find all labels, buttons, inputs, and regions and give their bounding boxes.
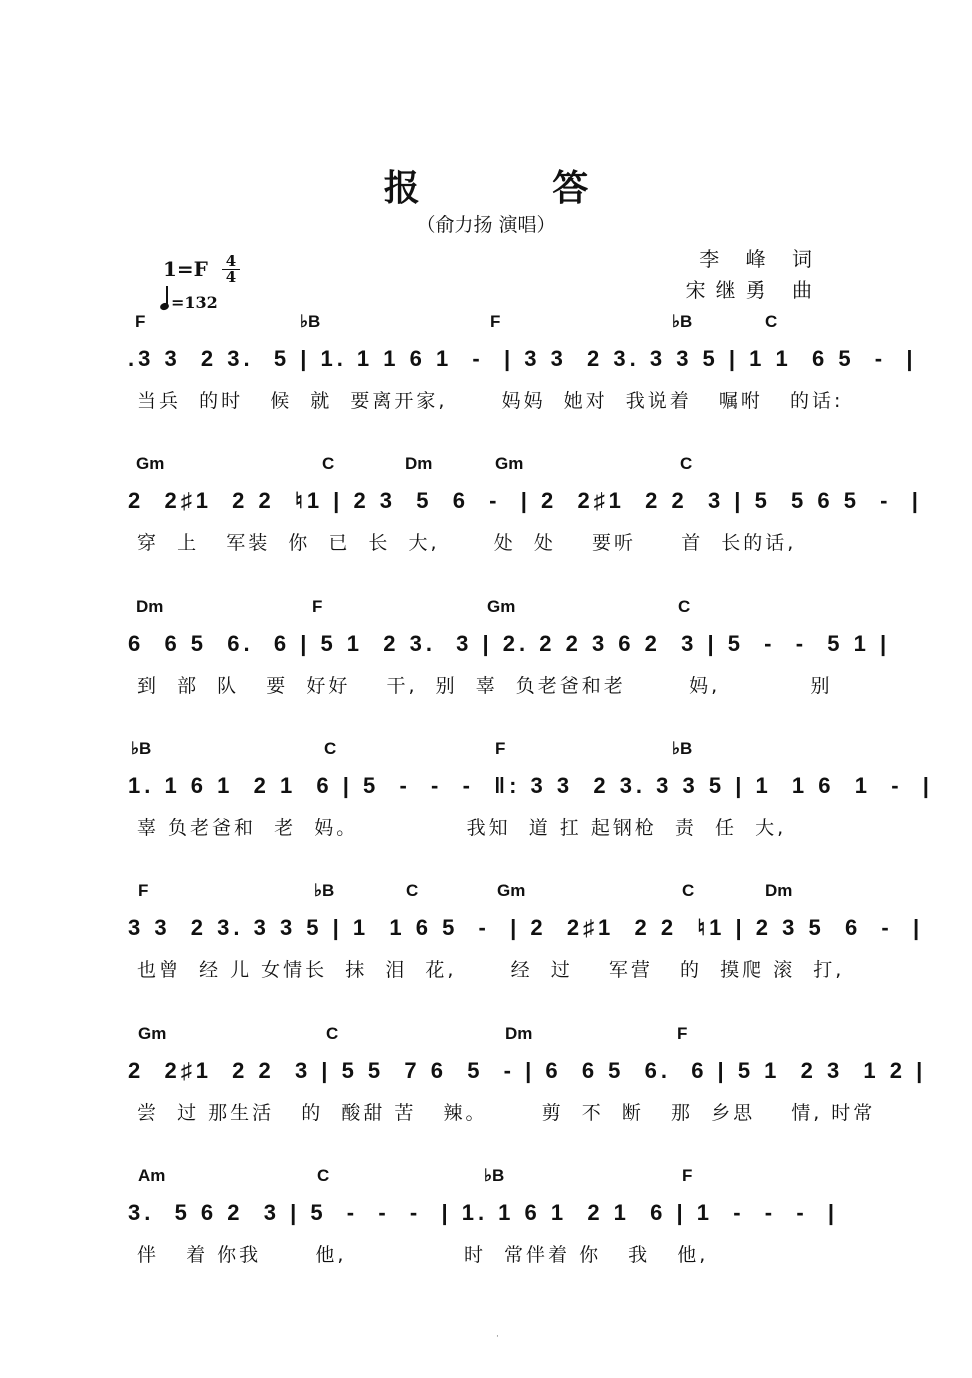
chord-symbol: Gm — [497, 881, 526, 900]
chord-symbol: Dm — [136, 597, 164, 616]
chord-symbol: F — [495, 739, 506, 758]
key-signature: 1=F — [163, 257, 208, 281]
chord-symbol: ♭B — [314, 881, 335, 900]
lyrics-line: 穿 上 军装 你 已 长 大, 处 处 要听 首 长的话, — [137, 532, 797, 554]
music-system — [0, 593, 972, 723]
lyrics-line: 辜 负老爸和 老 妈。 我知 道 扛 起钢枪 责 任 大, — [137, 817, 787, 839]
time-signature-top: 4 — [225, 252, 237, 270]
chord-symbol: C — [326, 1024, 339, 1043]
notation-line: 6 6 5 6. 6 | 5 1 2 3. 3 | 2. 2 2 3 6 2 3 | 5 - - 5 1 | — [128, 631, 891, 656]
song-subtitle: （俞力扬 演唱） — [416, 214, 556, 236]
chord-symbol: C — [317, 1166, 330, 1185]
lyrics-line: 伴 着 你我 他, 时 常伴着 你 我 他, — [137, 1244, 709, 1266]
chord-symbol: Gm — [487, 597, 516, 616]
music-system — [0, 877, 972, 1007]
chord-symbol: Gm — [138, 1024, 167, 1043]
chord-symbol: F — [682, 1166, 693, 1185]
lyrics-line: 到 部 队 要 好好 干, 别 辜 负老爸和老 妈, 别 — [137, 675, 833, 697]
notation-line: 3. 5 6 2 3 | 5 - - - | 1. 1 6 1 2 1 6 | 1 - - - | — [128, 1200, 839, 1225]
chord-symbol: C — [322, 454, 335, 473]
music-system — [0, 450, 972, 580]
music-system — [0, 735, 972, 865]
time-signature — [222, 252, 240, 286]
chord-symbol: Am — [138, 1166, 166, 1185]
song-title: 报 答 — [383, 168, 649, 209]
chord-symbol: C — [678, 597, 691, 616]
chord-symbol: Dm — [505, 1024, 533, 1043]
chord-symbol: Gm — [136, 454, 165, 473]
lyrics-line: 也曾 经 儿 女情长 抹 泪 花, 经 过 军营 的 摸爬 滚 打, — [137, 959, 845, 981]
chord-symbol: C — [680, 454, 693, 473]
notation-line: 2 2♯1 2 2 3 | 5 5 7 6 5 - | 6 6 5 6. 6 | 5 1 2 3 1 2 | — [128, 1058, 927, 1083]
chord-symbol: C — [406, 881, 419, 900]
music-system — [0, 308, 972, 438]
time-signature-bottom: 4 — [225, 268, 237, 286]
chord-symbol: C — [324, 739, 337, 758]
chord-symbol: F — [138, 881, 149, 900]
chord-symbol: F — [135, 312, 146, 331]
notation-line: 1. 1 6 1 2 1 6 | 5 - - - ‖: 3 3 2 3. 3 3 5 | 1 1 6 1 - | — [128, 773, 933, 798]
chord-symbol: C — [682, 881, 695, 900]
chord-symbol: Dm — [765, 881, 793, 900]
notation-line: .3 3 2 3. 5 | 1. 1 1 6 1 - | 3 3 2 3. 3 3 5 | 1 1 6 5 - | — [128, 346, 917, 371]
page-mark: · — [496, 1332, 499, 1342]
lyrics-line: 当兵 的时 候 就 要离开家, 妈妈 她对 我说着 嘱咐 的话: — [137, 390, 844, 412]
music-system — [0, 1162, 972, 1292]
tempo-value: =132 — [171, 293, 218, 312]
composer-credit: 宋继勇 曲 — [685, 278, 822, 302]
chord-symbol: F — [490, 312, 501, 331]
chord-symbol: Dm — [405, 454, 433, 473]
chord-symbol: ♭B — [300, 312, 321, 331]
chord-symbol: ♭B — [131, 739, 152, 758]
lyrics-line: 尝 过 那生活 的 酸甜 苦 辣。 剪 不 断 那 乡思 情, 时常 — [137, 1102, 876, 1124]
music-system — [0, 1020, 972, 1150]
chord-symbol: F — [312, 597, 323, 616]
chord-symbol: Gm — [495, 454, 524, 473]
chord-symbol: ♭B — [672, 312, 693, 331]
chord-symbol: ♭B — [484, 1166, 505, 1185]
notation-line: 2 2♯1 2 2 ♮1 | 2 3 5 6 - | 2 2♯1 2 2 3 | 5 5 6 5 - | — [128, 488, 922, 513]
chord-symbol: F — [677, 1024, 688, 1043]
notation-line: 3 3 2 3. 3 3 5 | 1 1 6 5 - | 2 2♯1 2 2 ♮1 | 2 3 5 6 - | — [128, 915, 924, 940]
chord-symbol: ♭B — [672, 739, 693, 758]
chord-symbol: C — [765, 312, 778, 331]
lyricist-credit: 李 峰 词 — [699, 247, 822, 271]
